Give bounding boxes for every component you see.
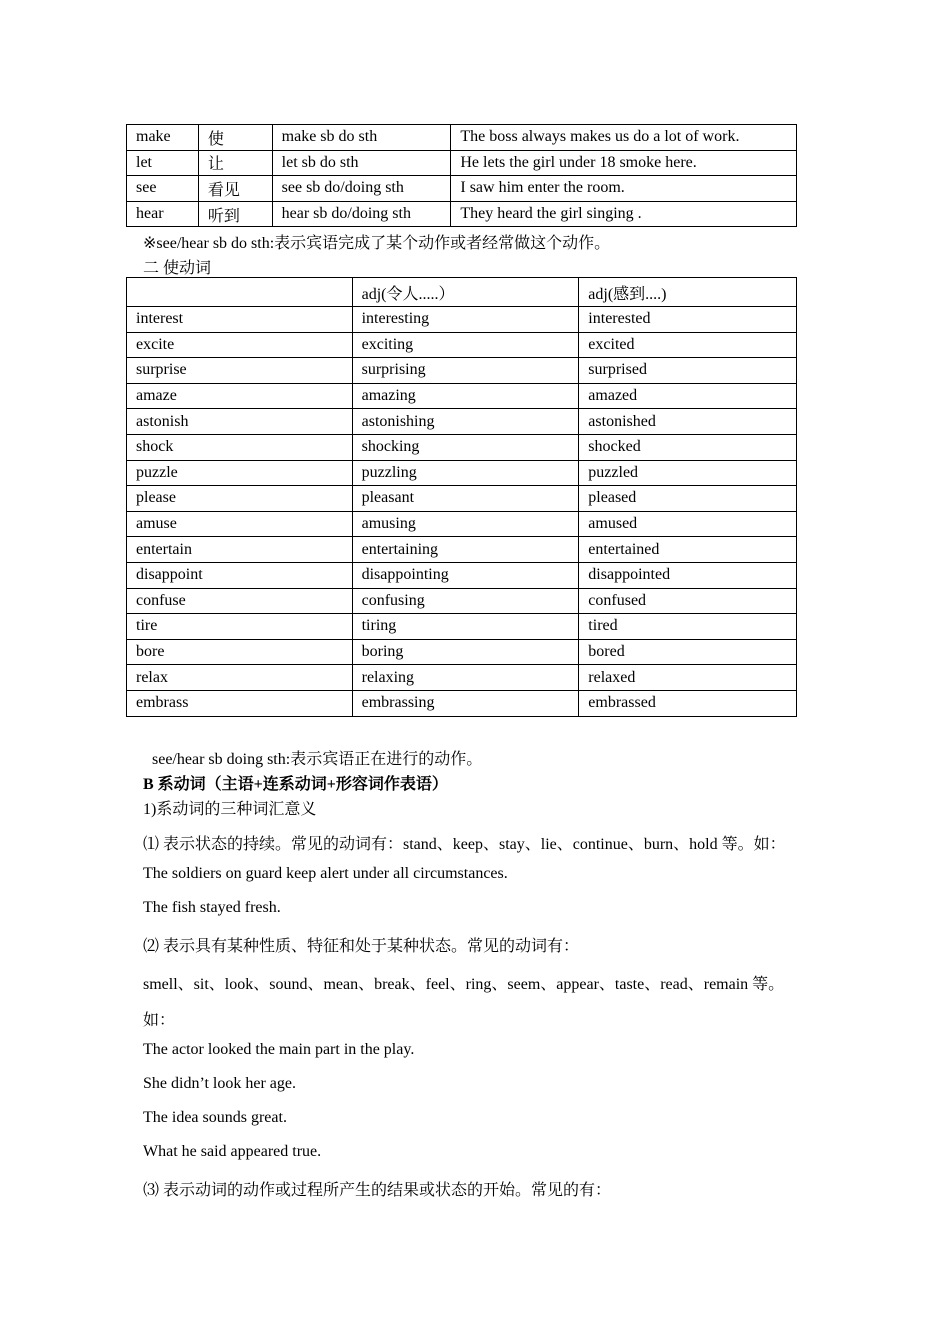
table-cell: shocked [579,434,797,460]
table-cell: embrassing [352,690,579,716]
table-cell: astonish [127,409,353,435]
table-cell: pleasant [352,486,579,512]
table-cell: please [127,486,353,512]
table-cell: amazing [352,383,579,409]
table-cell: interested [579,307,797,333]
table-row [127,460,797,486]
table-cell: embrass [127,690,353,716]
note-see-hear-do: ※see/hear sb do sth:表示宾语完成了某个动作或者经常做这个动作。 [143,235,611,252]
table-cell: disappoint [127,562,353,588]
table-cell: interest [127,307,353,333]
table-cell: tire [127,614,353,640]
subheading-meanings: 1)系动词的三种词汇意义 [143,801,317,818]
table-cell: He lets the girl under 18 smoke here. [451,150,797,176]
table-row [127,307,797,333]
table-row [127,176,797,202]
table-cell: tiring [352,614,579,640]
table-cell: surprised [579,358,797,384]
example-2: The fish stayed fresh. [143,899,281,916]
table-row [127,665,797,691]
table-cell: amazed [579,383,797,409]
table-cell: amused [579,511,797,537]
point-2: ⑵ 表示具有某种性质、特征和处于某种状态。常见的动词有： [143,938,580,955]
causative-verb-table [126,277,797,717]
table-cell: tired [579,614,797,640]
table-cell: make [127,125,199,151]
table-header-cell: adj(感到....) [579,278,797,307]
table-cell: astonished [579,409,797,435]
table-cell: hear [127,201,199,227]
heading-linking-verbs: B 系动词（主语+连系动词+形容词作表语） [143,776,448,793]
example-4: She didn’t look her age. [143,1075,297,1092]
table-cell: amusing [352,511,579,537]
table-cell: 让 [198,150,272,176]
table-cell: surprise [127,358,353,384]
table-cell: let [127,150,199,176]
table-cell: confusing [352,588,579,614]
table-row [127,690,797,716]
table-cell: confuse [127,588,353,614]
table-cell: make sb do sth [272,125,451,151]
point-3: ⑶ 表示动词的动作或过程所产生的结果或状态的开始。常见的有： [143,1182,612,1199]
table-cell: interesting [352,307,579,333]
table-cell: relaxing [352,665,579,691]
table-cell: puzzled [579,460,797,486]
table-row [127,125,797,151]
table-cell: amaze [127,383,353,409]
table-cell: excited [579,332,797,358]
table-cell: bored [579,639,797,665]
table-cell: puzzling [352,460,579,486]
table-cell: bore [127,639,353,665]
table-cell: boring [352,639,579,665]
table-cell: entertaining [352,537,579,563]
table-header-cell [127,278,353,307]
table-row [127,383,797,409]
table-row [127,511,797,537]
point-1: ⑴ 表示状态的持续。常见的动词有：stand、keep、stay、lie、continue、burn、hold 等。如： [143,836,786,853]
table-row [127,639,797,665]
table-cell: excite [127,332,353,358]
example-5: The idea sounds great. [143,1109,287,1126]
table-row [127,332,797,358]
table-row [127,201,797,227]
table-cell: 使 [198,125,272,151]
table-cell: amuse [127,511,353,537]
table-row [127,486,797,512]
table-cell: hear sb do/doing sth [272,201,451,227]
table-row [127,434,797,460]
table-row [127,150,797,176]
table-cell: see sb do/doing sth [272,176,451,202]
table-header-row [127,278,797,307]
example-3: The actor looked the main part in the play. [143,1041,415,1058]
table-cell: astonishing [352,409,579,435]
table-cell: disappointed [579,562,797,588]
table-row [127,562,797,588]
table-cell: 看见 [198,176,272,202]
table-cell: entertained [579,537,797,563]
example-1: The soldiers on guard keep alert under all circumstances. [143,865,508,882]
table-cell: shock [127,434,353,460]
table-row [127,358,797,384]
table-cell: surprising [352,358,579,384]
example-6: What he said appeared true. [143,1143,322,1160]
table-cell: relaxed [579,665,797,691]
table-cell: shocking [352,434,579,460]
verb-list-2: smell、sit、look、sound、mean、break、feel、ring、seem、appear、taste、read、remain 等。 [143,976,785,993]
table-cell: let sb do sth [272,150,451,176]
table-row [127,614,797,640]
table-cell: pleased [579,486,797,512]
table-cell: puzzle [127,460,353,486]
table-row [127,409,797,435]
table-cell: relax [127,665,353,691]
example-intro: 如： [143,1012,176,1029]
table-cell: entertain [127,537,353,563]
table-cell: embrassed [579,690,797,716]
table-cell: see [127,176,199,202]
verb-usage-table [126,124,797,227]
table-row [127,537,797,563]
table-row [127,588,797,614]
table-header-cell: adj(令人.....） [352,278,579,307]
table-cell: They heard the girl singing . [451,201,797,227]
table-cell: confused [579,588,797,614]
table-cell: The boss always makes us do a lot of work. [451,125,797,151]
table-cell: exciting [352,332,579,358]
table-cell: disappointing [352,562,579,588]
section-title-causative: 二 使动词 [143,260,212,277]
note-see-hear-doing: see/hear sb doing sth:表示宾语正在进行的动作。 [152,751,483,768]
table-cell: I saw him enter the room. [451,176,797,202]
table-cell: 听到 [198,201,272,227]
